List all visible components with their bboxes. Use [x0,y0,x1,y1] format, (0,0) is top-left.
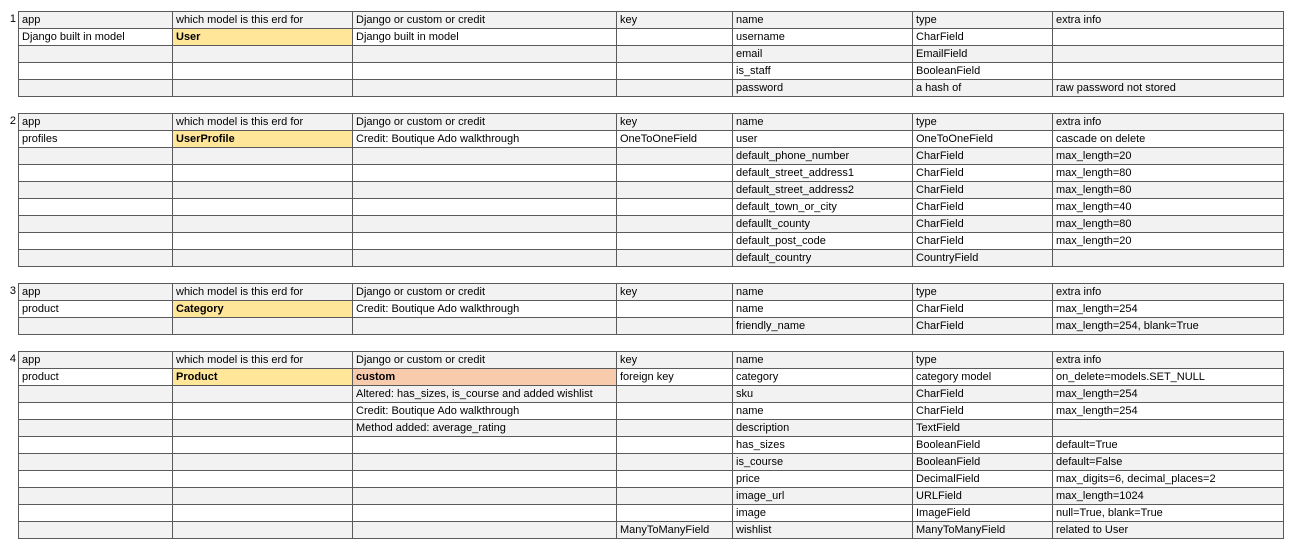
cell-key[interactable] [617,182,733,199]
cell-field-type[interactable]: CharField [913,318,1053,335]
cell-source[interactable]: custom [353,369,617,386]
cell-field-type[interactable]: CharField [913,148,1053,165]
cell-app[interactable] [19,250,173,267]
table-row [19,420,1284,437]
header-cell-field-name[interactable]: name [733,352,913,369]
cell-key[interactable] [617,46,733,63]
cell-source[interactable]: Django built in model [353,29,617,46]
header-cell-source[interactable]: Django or custom or credit [353,284,617,301]
cell-extra-info[interactable]: max_length=80 [1053,216,1284,233]
cell-field-type[interactable]: CharField [913,165,1053,182]
cell-app[interactable] [19,148,173,165]
cell-app[interactable] [19,165,173,182]
cell-field-name[interactable]: is_staff [733,63,913,80]
cell-source[interactable] [353,182,617,199]
cell-key[interactable] [617,199,733,216]
cell-source[interactable]: Altered: has_sizes, is_course and added wishlist [353,386,617,403]
cell-field-name[interactable]: username [733,29,913,46]
cell-model[interactable] [173,488,353,505]
cell-extra-info[interactable]: default=False [1053,454,1284,471]
header-row [19,352,1284,369]
cell-extra-info[interactable]: max_length=20 [1053,148,1284,165]
cell-field-name[interactable]: password [733,80,913,97]
header-cell-extra-info[interactable]: extra info [1053,352,1284,369]
cell-field-name[interactable]: category [733,369,913,386]
table-row [19,250,1284,267]
header-cell-field-name[interactable]: name [733,12,913,29]
cell-app[interactable] [19,505,173,522]
cell-model[interactable] [173,318,353,335]
cell-model[interactable] [173,46,353,63]
cell-field-name[interactable]: wishlist [733,522,913,539]
cell-app[interactable] [19,454,173,471]
cell-app[interactable] [19,199,173,216]
table-row [19,131,1284,148]
cell-app[interactable] [19,80,173,97]
cell-extra-info[interactable] [1053,250,1284,267]
cell-extra-info[interactable]: max_length=20 [1053,233,1284,250]
cell-app[interactable] [19,216,173,233]
cell-source[interactable] [353,488,617,505]
cell-model[interactable]: Category [173,301,353,318]
cell-extra-info[interactable] [1053,29,1284,46]
cell-field-type[interactable]: CharField [913,301,1053,318]
cell-extra-info[interactable]: related to User [1053,522,1284,539]
cell-model[interactable] [173,250,353,267]
cell-app[interactable] [19,182,173,199]
header-cell-field-type[interactable]: type [913,284,1053,301]
table-row [19,46,1284,63]
cell-field-type[interactable]: ManyToManyField [913,522,1053,539]
cell-field-type[interactable]: TextField [913,420,1053,437]
cell-source[interactable] [353,46,617,63]
cell-source[interactable] [353,233,617,250]
cell-app[interactable] [19,471,173,488]
header-cell-field-type[interactable]: type [913,12,1053,29]
cell-field-type[interactable]: category model [913,369,1053,386]
cell-source[interactable] [353,437,617,454]
header-cell-model[interactable]: which model is this erd for [173,12,353,29]
cell-field-name[interactable]: default_post_code [733,233,913,250]
cell-field-name[interactable]: name [733,301,913,318]
cell-field-name[interactable]: price [733,471,913,488]
cell-extra-info[interactable]: max_length=40 [1053,199,1284,216]
table-row [19,148,1284,165]
header-cell-model[interactable]: which model is this erd for [173,114,353,131]
cell-model[interactable] [173,199,353,216]
cell-field-type[interactable]: BooleanField [913,63,1053,80]
cell-key[interactable] [617,233,733,250]
section-number: 1 [9,13,16,25]
header-cell-app[interactable]: app [19,284,173,301]
cell-source[interactable] [353,199,617,216]
cell-app[interactable] [19,420,173,437]
erd-table-3 [18,283,1284,335]
cell-app[interactable]: Django built in model [19,29,173,46]
table-row [19,29,1284,46]
header-cell-extra-info[interactable]: extra info [1053,114,1284,131]
header-cell-model[interactable]: which model is this erd for [173,352,353,369]
cell-source[interactable] [353,454,617,471]
cell-field-type[interactable]: CharField [913,233,1053,250]
cell-field-name[interactable]: default_phone_number [733,148,913,165]
cell-field-type[interactable]: OneToOneField [913,131,1053,148]
table-row [19,369,1284,386]
header-row [19,114,1284,131]
cell-field-name[interactable]: friendly_name [733,318,913,335]
cell-app[interactable] [19,233,173,250]
cell-field-name[interactable]: name [733,403,913,420]
table-row [19,522,1284,539]
cell-extra-info[interactable]: null=True, blank=True [1053,505,1284,522]
header-cell-field-name[interactable]: name [733,284,913,301]
cell-source[interactable] [353,471,617,488]
table-row [19,80,1284,97]
cell-field-name[interactable]: defaullt_county [733,216,913,233]
table-row [19,165,1284,182]
cell-model[interactable] [173,420,353,437]
cell-source[interactable] [353,216,617,233]
cell-key[interactable] [617,488,733,505]
header-cell-extra-info[interactable]: extra info [1053,12,1284,29]
cell-extra-info[interactable]: max_digits=6, decimal_places=2 [1053,471,1284,488]
header-cell-key[interactable]: key [617,284,733,301]
cell-key[interactable] [617,403,733,420]
header-cell-key[interactable]: key [617,352,733,369]
cell-field-name[interactable]: default_country [733,250,913,267]
cell-key[interactable] [617,63,733,80]
cell-model[interactable] [173,471,353,488]
cell-field-name[interactable]: image [733,505,913,522]
cell-field-type[interactable]: CharField [913,216,1053,233]
erd-table-4 [18,351,1284,539]
cell-field-type[interactable]: CountryField [913,250,1053,267]
header-cell-extra-info[interactable]: extra info [1053,284,1284,301]
cell-app[interactable] [19,488,173,505]
cell-field-name[interactable]: default_street_address2 [733,182,913,199]
cell-source[interactable] [353,80,617,97]
cell-app[interactable] [19,318,173,335]
cell-key[interactable] [617,420,733,437]
cell-field-name[interactable]: email [733,46,913,63]
cell-field-type[interactable]: CharField [913,386,1053,403]
table-row [19,505,1284,522]
header-cell-field-type[interactable]: type [913,114,1053,131]
cell-field-type[interactable]: EmailField [913,46,1053,63]
cell-field-name[interactable]: default_town_or_city [733,199,913,216]
table-row [19,386,1284,403]
table-row [19,233,1284,250]
cell-key[interactable] [617,437,733,454]
cell-field-name[interactable]: sku [733,386,913,403]
cell-source[interactable]: Credit: Boutique Ado walkthrough [353,131,617,148]
cell-model[interactable] [173,182,353,199]
section-number: 4 [9,353,16,365]
cell-model[interactable] [173,233,353,250]
cell-field-type[interactable]: CharField [913,199,1053,216]
cell-source[interactable] [353,165,617,182]
cell-source[interactable]: Method added: average_rating [353,420,617,437]
table-row [19,437,1284,454]
cell-model[interactable] [173,216,353,233]
cell-model[interactable] [173,505,353,522]
cell-extra-info[interactable]: raw password not stored [1053,80,1284,97]
header-cell-app[interactable]: app [19,114,173,131]
cell-extra-info[interactable]: max_length=254, blank=True [1053,318,1284,335]
cell-field-name[interactable]: description [733,420,913,437]
cell-key[interactable] [617,454,733,471]
cell-extra-info[interactable]: max_length=1024 [1053,488,1284,505]
cell-source[interactable] [353,63,617,80]
cell-extra-info[interactable]: max_length=80 [1053,182,1284,199]
cell-field-type[interactable]: BooleanField [913,437,1053,454]
header-row [19,284,1284,301]
cell-app[interactable]: product [19,301,173,318]
cell-key[interactable] [617,216,733,233]
cell-field-type[interactable]: CharField [913,29,1053,46]
cell-key[interactable] [617,29,733,46]
erd-table-1 [18,11,1284,97]
cell-source[interactable] [353,318,617,335]
cell-field-name[interactable]: is_course [733,454,913,471]
cell-source[interactable] [353,250,617,267]
cell-key[interactable] [617,80,733,97]
cell-app[interactable] [19,46,173,63]
cell-field-type[interactable]: CharField [913,182,1053,199]
cell-extra-info[interactable] [1053,46,1284,63]
cell-field-type[interactable]: DecimalField [913,471,1053,488]
header-cell-key[interactable]: key [617,114,733,131]
cell-model[interactable] [173,165,353,182]
cell-model[interactable] [173,63,353,80]
cell-model[interactable]: Product [173,369,353,386]
cell-field-name[interactable]: has_sizes [733,437,913,454]
cell-extra-info[interactable]: on_delete=models.SET_NULL [1053,369,1284,386]
cell-key[interactable]: OneToOneField [617,131,733,148]
cell-key[interactable] [617,250,733,267]
cell-key[interactable]: foreign key [617,369,733,386]
header-cell-source[interactable]: Django or custom or credit [353,12,617,29]
table-row [19,301,1284,318]
cell-source[interactable] [353,148,617,165]
table-row [19,199,1284,216]
cell-extra-info[interactable]: default=True [1053,437,1284,454]
cell-app[interactable] [19,522,173,539]
cell-source[interactable]: Credit: Boutique Ado walkthrough [353,403,617,420]
cell-model[interactable]: User [173,29,353,46]
cell-model[interactable] [173,403,353,420]
cell-field-type[interactable]: BooleanField [913,454,1053,471]
cell-source[interactable] [353,522,617,539]
cell-key[interactable]: ManyToManyField [617,522,733,539]
cell-key[interactable] [617,386,733,403]
cell-model[interactable] [173,148,353,165]
cell-key[interactable] [617,505,733,522]
cell-extra-info[interactable]: max_length=254 [1053,301,1284,318]
table-row [19,488,1284,505]
table-row [19,182,1284,199]
table-row [19,318,1284,335]
cell-model[interactable]: UserProfile [173,131,353,148]
cell-model[interactable] [173,80,353,97]
table-row [19,471,1284,488]
cell-extra-info[interactable] [1053,63,1284,80]
cell-extra-info[interactable]: cascade on delete [1053,131,1284,148]
table-row [19,216,1284,233]
table-row [19,403,1284,420]
cell-key[interactable] [617,301,733,318]
cell-key[interactable] [617,318,733,335]
cell-field-type[interactable]: ImageField [913,505,1053,522]
cell-field-type[interactable]: a hash of [913,80,1053,97]
cell-app[interactable] [19,63,173,80]
cell-extra-info[interactable] [1053,420,1284,437]
header-cell-model[interactable]: which model is this erd for [173,284,353,301]
cell-app[interactable] [19,403,173,420]
cell-source[interactable] [353,505,617,522]
cell-field-type[interactable]: URLField [913,488,1053,505]
cell-model[interactable] [173,454,353,471]
header-cell-app[interactable]: app [19,12,173,29]
cell-field-name[interactable]: user [733,131,913,148]
cell-model[interactable] [173,522,353,539]
header-cell-source[interactable]: Django or custom or credit [353,352,617,369]
header-cell-app[interactable]: app [19,352,173,369]
erd-table-2 [18,113,1284,267]
cell-key[interactable] [617,471,733,488]
cell-field-type[interactable]: CharField [913,403,1053,420]
cell-app[interactable] [19,437,173,454]
cell-app[interactable]: product [19,369,173,386]
cell-extra-info[interactable]: max_length=254 [1053,386,1284,403]
table-row [19,63,1284,80]
section-number: 2 [9,115,16,127]
cell-extra-info[interactable]: max_length=80 [1053,165,1284,182]
cell-model[interactable] [173,386,353,403]
header-row [19,12,1284,29]
header-cell-key[interactable]: key [617,12,733,29]
cell-key[interactable] [617,165,733,182]
section-number: 3 [9,285,16,297]
header-cell-source[interactable]: Django or custom or credit [353,114,617,131]
header-cell-field-type[interactable]: type [913,352,1053,369]
cell-extra-info[interactable]: max_length=254 [1053,403,1284,420]
cell-source[interactable]: Credit: Boutique Ado walkthrough [353,301,617,318]
cell-app[interactable] [19,386,173,403]
cell-field-name[interactable]: image_url [733,488,913,505]
table-row [19,454,1284,471]
cell-field-name[interactable]: default_street_address1 [733,165,913,182]
cell-app[interactable]: profiles [19,131,173,148]
cell-model[interactable] [173,437,353,454]
cell-key[interactable] [617,148,733,165]
header-cell-field-name[interactable]: name [733,114,913,131]
